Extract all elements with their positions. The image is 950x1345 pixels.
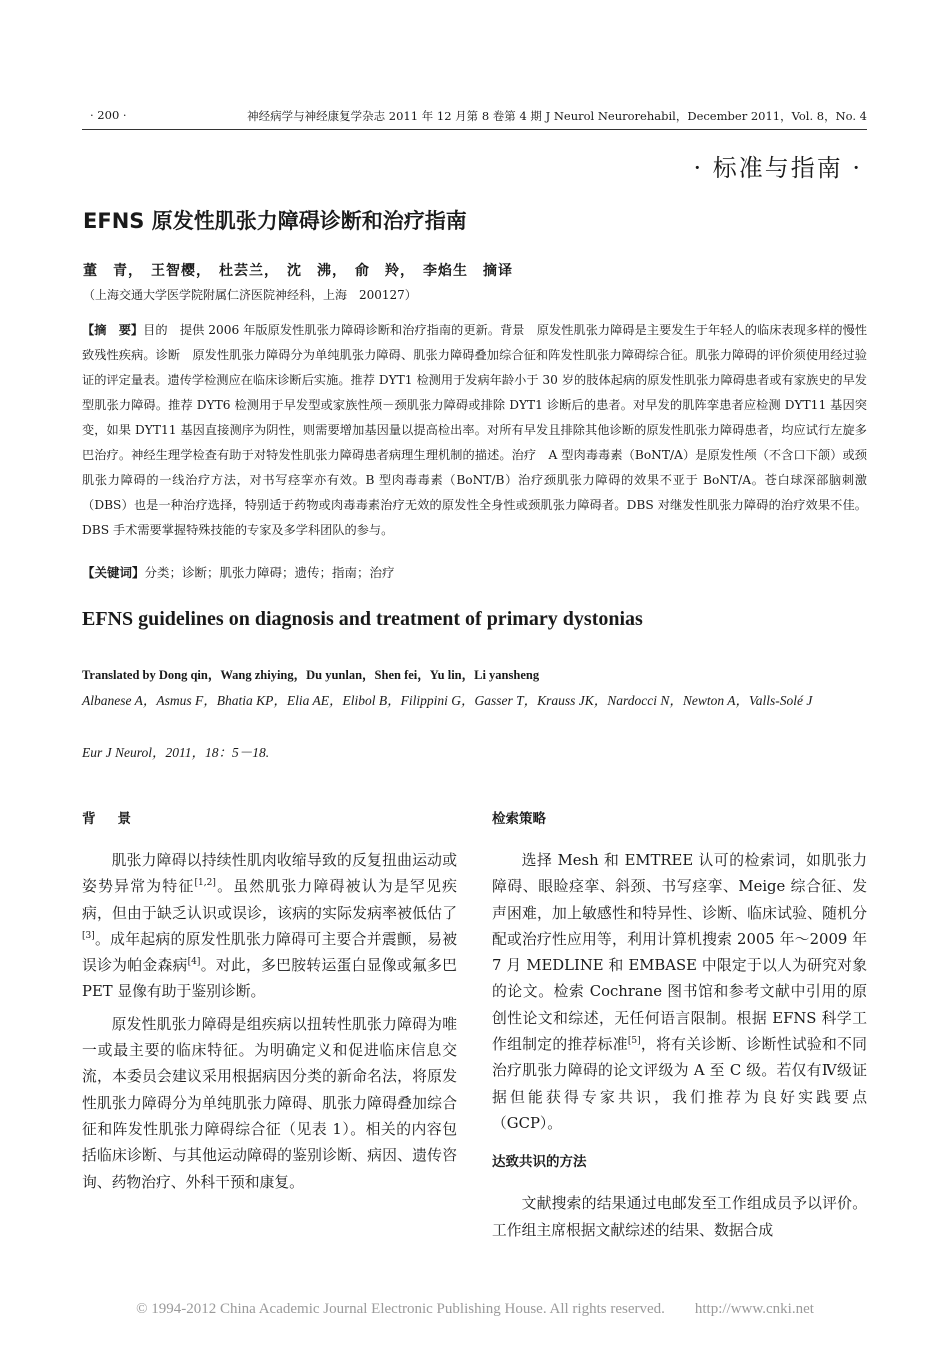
keywords-text: 分类；诊断；肌张力障碍；遗传；指南；治疗 xyxy=(144,565,395,580)
section-heading-search: 检索策略 xyxy=(492,811,546,827)
left-column xyxy=(82,808,457,1202)
abstract-text: 目的 提供 2006 年版原发性肌张力障碍诊断和治疗指南的更新。背景 原发性肌张力障碍是主要发生于年轻人的临床表现多样的慢性致残性疾病。诊断 原发性肌张力障碍分为单纯肌张力障碍、肌张力障碍叠加综合征和阵发性肌张力障碍综合征。肌张力障碍的评价须使用经过验证的评定量表。遗传学检测应在临床诊断后实施。推荐 DYT1 检测用于发病年龄小于 30 岁的肢体起病的原发性肌张力障碍患者或有家族史的早发型肌张力障碍。推荐 DYT6 检测用于早发型或家族性颅－颈肌张力障碍或排除 DYT1 诊断后的患者。对早发的肌阵挛患者应检测 DYT11 基因突变，如果 DYT11 基因直接测序为阴性，则需要增加基因量以提高检出率。对所有早发且排除其他诊断的原发性肌张力障碍患者，均应试行左旋多巴治疗。神经生理学检查有助于对特发性肌张力障碍患者病理生理机制的描述。治疗 A 型肉毒毒素（BoNT/A）是原发性颅（不含口下颌）或颈肌张力障碍的一线治疗方法，对书写痉挛亦有效。B 型肉毒毒素（BoNT/B）治疗颈肌张力障碍的效果不亚于 BoNT/A。苍白球深部脑刺激（DBS）也是一种治疗选择，特别适于药物或肉毒毒素治疗无效的原发性全身性或颈肌张力障碍者。DBS 对继发性肌张力障碍的治疗效果不佳。DBS 手术需要掌握特殊技能的专家及多学科团队的参与。 xyxy=(82,323,868,537)
citation: Eur J Neurol，2011，18：5－18. xyxy=(82,745,270,760)
affiliation: （上海交通大学医学院附属仁济医院神经科，上海 200127） xyxy=(83,288,417,302)
abstract xyxy=(82,318,867,543)
reference-mark[interactable]: [5] xyxy=(627,1036,641,1047)
reference-mark[interactable]: [3] xyxy=(82,930,95,941)
keywords xyxy=(82,563,395,581)
header-rule xyxy=(82,129,867,130)
keywords-label: 【关键词】 xyxy=(82,565,145,580)
column-tag: · 标准与指南 · xyxy=(693,154,862,182)
paragraph: 选择 Mesh 和 EMTREE 认可的检索词，如肌张力障碍、眼睑痉挛、斜颈、书写痉挛、Meige 综合征、发声困难，加上敏感性和特异性、诊断、临床试验、随机分配或治疗性应用等，利用计算机搜索 2005 年～2009 年 7 月 MEDLINE 和 EMBASE 中限定于以人为研究对象的论文。检索 Cochrane 图书馆和参考文献中引用的原创性论文和综述，无任何语言限制。根据 EFNS 科学工作组制定的推荐标准[5]，将有关诊断、诊断性试验和不同治疗肌张力障碍的论文评级为 A 至 C 级。若仅有Ⅳ级证据但能获得专家共识，我们推荐为良好实践要点（GCP）。 xyxy=(492,852,867,1132)
abstract-label: 【摘 要】 xyxy=(82,323,144,337)
right-column xyxy=(492,808,867,1250)
article-title-cn: EFNS 原发性肌张力障碍诊断和治疗指南 xyxy=(83,209,467,233)
reference-mark[interactable]: [1,2] xyxy=(194,878,216,889)
section-heading-consensus: 达致共识的方法 xyxy=(492,1154,587,1171)
author-list: 董 青， 王智樱， 杜芸兰， 沈 沸， 俞 羚， 李焰生 摘译 xyxy=(83,263,513,279)
paragraph: 文献搜索的结果通过电邮发至工作组成员予以评价。工作组主席根据文献综述的结果、数据合成 xyxy=(492,1195,867,1239)
original-authors: Albanese A，Asmus F，Bhatia KP，Elia AE，Elibol B，Filippini G，Gasser T，Krauss JK，Nardocci N，Newton A，Valls-Solé J xyxy=(82,693,813,708)
paragraph: 原发性肌张力障碍是组疾病以扭转性肌张力障碍为唯一或最主要的临床特征。为明确定义和促进临床信息交流，本委员会建议采用根据病因分类的新命名法，将原发性肌张力障碍分为单纯肌张力障碍、肌张力障碍叠加综合征和阵发性肌张力障碍综合征（见表 1）。相关的内容包括临床诊断、与其他运动障碍的鉴别诊断、病因、遗传咨询、药物治疗、外科干预和康复。 xyxy=(82,1015,457,1191)
reference-mark[interactable]: [4] xyxy=(187,957,201,968)
journal-info: 神经病学与神经康复学杂志 2011 年 12 月第 8 卷第 4 期 J Neurol Neurorehabil，December 2011，Vol. 8，No. 4 xyxy=(247,109,867,123)
article-title-en: EFNS guidelines on diagnosis and treatment of primary dystonias xyxy=(82,608,643,630)
translators: Translated by Dong qin，Wang zhiying，Du yunlan，Shen fei，Yu lin，Li yansheng xyxy=(82,668,540,682)
copyright-watermark: © 1994-2012 China Academic Journal Electronic Publishing House. All rights reserved. http://www.cnki.net xyxy=(136,1301,814,1317)
section-heading-background: 背景 xyxy=(82,811,153,827)
paragraph: 肌张力障碍以持续性肌肉收缩导致的反复扭曲运动或姿势异常为特征[1,2]。虽然肌张力障碍被认为是罕见疾病，但由于缺乏认识或误诊，该病的实际发病率被低估了[3]。成年起病的原发性肌张力障碍可主要合并震颤，易被误诊为帕金森病[4]。对此，多巴胺转运蛋白显像或氟多巴 PET 显像有助于鉴别诊断。 xyxy=(82,852,457,1001)
page-number: · 200 · xyxy=(90,108,127,122)
